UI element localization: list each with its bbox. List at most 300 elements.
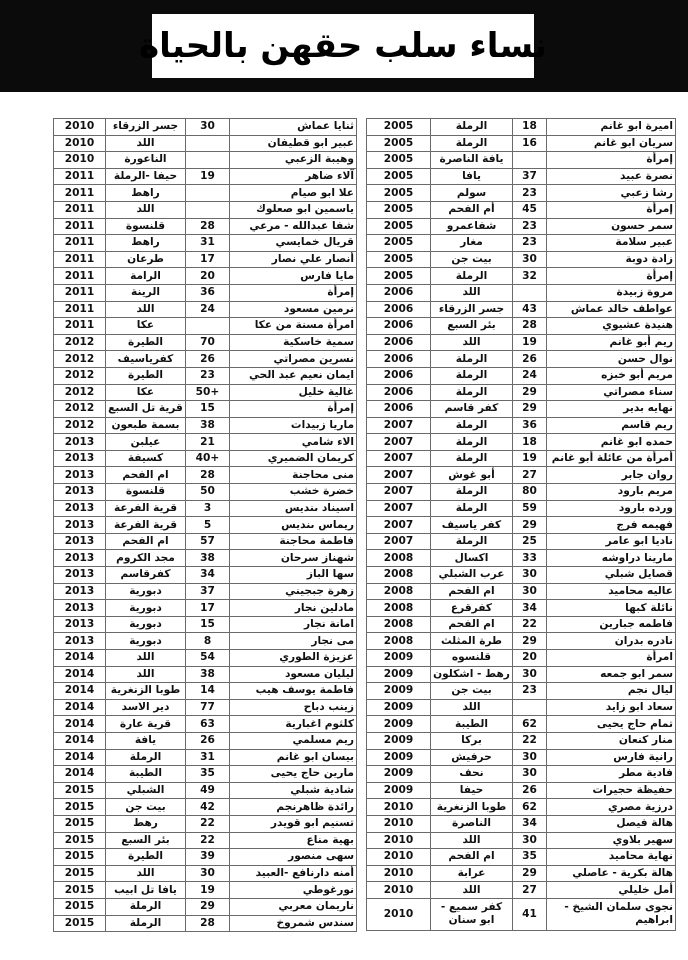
cell-year: 2012 <box>54 367 106 384</box>
table-row <box>367 782 676 799</box>
table-row <box>54 600 357 617</box>
cell-age: 30 <box>513 766 547 783</box>
cell-year: 2008 <box>367 550 431 567</box>
table-row <box>54 367 357 384</box>
cell-age: 62 <box>513 799 547 816</box>
table-row <box>367 351 676 368</box>
cell-age: 26 <box>513 782 547 799</box>
cell-age: 30 <box>513 583 547 600</box>
cell-age: 22 <box>513 616 547 633</box>
table-row <box>367 218 676 235</box>
cell-place: الرملة <box>106 915 186 932</box>
table-row <box>54 417 357 434</box>
cell-place: دبورية <box>106 583 186 600</box>
table-row <box>54 284 357 301</box>
cell-age: 26 <box>513 351 547 368</box>
cell-year: 2014 <box>54 650 106 667</box>
cell-age: 30 <box>513 832 547 849</box>
cell-place: اللد <box>431 832 513 849</box>
cell-name: ورده بارود <box>547 500 676 517</box>
cell-name: هالة فيصل <box>547 815 676 832</box>
cell-name: سهى منصور <box>230 849 357 866</box>
table-row <box>54 318 357 335</box>
cell-name: أمرأة من عائلة أبو غانم <box>547 450 676 467</box>
cell-age: 15 <box>186 401 230 418</box>
cell-name: ياسمين ابو صعلوك <box>230 201 357 218</box>
cell-place: عكا <box>106 384 186 401</box>
cell-place: طوبا الزنغرية <box>106 683 186 700</box>
cell-age: 26 <box>186 732 230 749</box>
cell-name: زهرة جبجيني <box>230 583 357 600</box>
cell-place: الطيرة <box>106 849 186 866</box>
table-row <box>367 567 676 584</box>
cell-name: ماريا زبيدات <box>230 417 357 434</box>
cell-name: الاء شامي <box>230 434 357 451</box>
cell-age: 30 <box>513 567 547 584</box>
cell-place: قرية عارة <box>106 716 186 733</box>
cell-name: زادة دوبة <box>547 251 676 268</box>
cell-place: الرملة <box>431 268 513 285</box>
cell-place: جسر الزرقاء <box>106 119 186 136</box>
cell-age: 34 <box>513 815 547 832</box>
cell-name: ايمان نعيم عبد الحي <box>230 367 357 384</box>
cell-age: +40 <box>186 450 230 467</box>
cell-place: اللد <box>106 666 186 683</box>
cell-place: عيلبن <box>106 434 186 451</box>
cell-year: 2011 <box>54 218 106 235</box>
table-row <box>367 882 676 899</box>
cell-name: هنيدة عشيوي <box>547 318 676 335</box>
cell-age: 70 <box>186 334 230 351</box>
table-row <box>367 185 676 202</box>
cell-age: 54 <box>186 650 230 667</box>
cell-place: الشبلي <box>106 782 186 799</box>
cell-name: حفيظة حجيرات <box>547 782 676 799</box>
table-row <box>54 152 357 169</box>
cell-place: بركا <box>431 732 513 749</box>
cell-age: 35 <box>513 849 547 866</box>
cell-year: 2015 <box>54 882 106 899</box>
cell-place: بئر السبع <box>106 832 186 849</box>
cell-year: 2014 <box>54 683 106 700</box>
cell-year: 2009 <box>367 766 431 783</box>
cell-year: 2013 <box>54 567 106 584</box>
cell-year: 2007 <box>367 434 431 451</box>
cell-age: 3 <box>186 500 230 517</box>
cell-name: نوال حسن <box>547 351 676 368</box>
table-row <box>54 882 357 899</box>
table-row <box>367 251 676 268</box>
cell-name: قريال خمايسي <box>230 235 357 252</box>
cell-year: 2014 <box>54 732 106 749</box>
cell-place: شفاعمرو <box>431 218 513 235</box>
cell-place: كفرقاسم <box>106 567 186 584</box>
cell-name: كريمان الضميري <box>230 450 357 467</box>
table-row <box>367 301 676 318</box>
cell-year: 2006 <box>367 334 431 351</box>
cell-place: كفرقرع <box>431 600 513 617</box>
cell-name: سريان ابو غانم <box>547 135 676 152</box>
cell-name: رانية فارس <box>547 749 676 766</box>
cell-year: 2005 <box>367 135 431 152</box>
cell-place: الرملة <box>431 450 513 467</box>
cell-year: 2007 <box>367 533 431 550</box>
cell-age: 30 <box>513 666 547 683</box>
cell-age: 36 <box>186 284 230 301</box>
cell-place: اللد <box>106 201 186 218</box>
cell-place: حيفا <box>431 782 513 799</box>
cell-year: 2010 <box>54 152 106 169</box>
cell-age <box>186 185 230 202</box>
cell-name: عبير ابو قطيفان <box>230 135 357 152</box>
cell-year: 2013 <box>54 467 106 484</box>
cell-place: قرية الفرعة <box>106 500 186 517</box>
cell-place: أم الفحم <box>431 201 513 218</box>
cell-place: يافة الناصرة <box>431 152 513 169</box>
table-row <box>54 732 357 749</box>
cell-name: آلاء ضاهر <box>230 168 357 185</box>
cell-place: قرية الفرعة <box>106 517 186 534</box>
cell-year: 2007 <box>367 484 431 501</box>
cell-year: 2013 <box>54 583 106 600</box>
cell-year: 2014 <box>54 766 106 783</box>
cell-year: 2009 <box>367 683 431 700</box>
cell-age: 80 <box>513 484 547 501</box>
cell-name: إمرأة <box>230 401 357 418</box>
cell-age: 23 <box>513 235 547 252</box>
table-row <box>54 915 357 932</box>
table-row <box>54 699 357 716</box>
cell-name: بهية مناع <box>230 832 357 849</box>
cell-place: كسيفة <box>106 450 186 467</box>
cell-age <box>186 318 230 335</box>
cell-year: 2013 <box>54 500 106 517</box>
cell-name: قصايل شبلي <box>547 567 676 584</box>
cell-name: فاطمة يوسف هيب <box>230 683 357 700</box>
cell-year: 2010 <box>367 849 431 866</box>
cell-age: 5 <box>186 517 230 534</box>
cell-age: 26 <box>186 351 230 368</box>
cell-name: مروة زبيدة <box>547 284 676 301</box>
cell-place: اللد <box>106 865 186 882</box>
cell-year: 2014 <box>54 749 106 766</box>
cell-age: 23 <box>513 185 547 202</box>
cell-name: امانة نجار <box>230 616 357 633</box>
table-row <box>54 832 357 849</box>
cell-name: مادلين نجار <box>230 600 357 617</box>
cell-name: اسيناد ىنديس <box>230 500 357 517</box>
cell-age: 27 <box>513 467 547 484</box>
cell-place: عكا <box>106 318 186 335</box>
cell-place: الرملة <box>431 135 513 152</box>
table-row <box>367 633 676 650</box>
cell-name: رشا زعبي <box>547 185 676 202</box>
cell-age: 14 <box>186 683 230 700</box>
table-row <box>54 666 357 683</box>
table-row <box>54 500 357 517</box>
cell-place: الطيرة <box>106 367 186 384</box>
cell-age <box>513 284 547 301</box>
cell-place: الرملة <box>431 119 513 136</box>
cell-year: 2007 <box>367 517 431 534</box>
table-row <box>367 815 676 832</box>
cell-year: 2006 <box>367 367 431 384</box>
cell-place: بيت جن <box>431 683 513 700</box>
cell-age: 38 <box>186 550 230 567</box>
table-row <box>367 334 676 351</box>
cell-name: سندس شمروخ <box>230 915 357 932</box>
cell-age: 39 <box>186 849 230 866</box>
cell-place: الطيبة <box>431 716 513 733</box>
cell-age: +50 <box>186 384 230 401</box>
cell-age: 29 <box>186 898 230 915</box>
cell-year: 2009 <box>367 749 431 766</box>
table-row <box>54 185 357 202</box>
cell-name: ناديا ابو عامر <box>547 533 676 550</box>
cell-name: عبير سلامة <box>547 235 676 252</box>
table-row <box>54 401 357 418</box>
cell-age: 28 <box>186 915 230 932</box>
cell-place: سولم <box>431 185 513 202</box>
cell-place: طرة المثلث <box>431 633 513 650</box>
cell-place: بيت جن <box>106 799 186 816</box>
cell-year: 2005 <box>367 218 431 235</box>
table-row <box>54 533 357 550</box>
cell-age <box>513 699 547 716</box>
cell-age: 19 <box>186 168 230 185</box>
table-row <box>54 484 357 501</box>
cell-name: مايا فارس <box>230 268 357 285</box>
table-row <box>367 550 676 567</box>
cell-place: اللد <box>431 699 513 716</box>
cell-name: سعاد ابو زايد <box>547 699 676 716</box>
cell-place: كفر ياسيف <box>431 517 513 534</box>
cell-name: نرمين مسعود <box>230 301 357 318</box>
cell-name: وهيبة الزعبي <box>230 152 357 169</box>
table-row <box>367 517 676 534</box>
cell-age: 45 <box>513 201 547 218</box>
cell-year: 2009 <box>367 732 431 749</box>
cell-name: كلثوم اغبارية <box>230 716 357 733</box>
cell-age: 8 <box>186 633 230 650</box>
cell-place: راهط <box>106 185 186 202</box>
cell-age: 30 <box>513 251 547 268</box>
cell-year: 2011 <box>54 318 106 335</box>
cell-year: 2015 <box>54 849 106 866</box>
cell-year: 2015 <box>54 898 106 915</box>
table-row <box>367 616 676 633</box>
cell-age: 49 <box>186 782 230 799</box>
cell-name: أمنه دارنافع -العبيد <box>230 865 357 882</box>
cell-age: 29 <box>513 401 547 418</box>
cell-name: أمل خليلي <box>547 882 676 899</box>
table-row <box>367 467 676 484</box>
table-row <box>54 749 357 766</box>
cell-year: 2011 <box>54 284 106 301</box>
cell-place: دبورية <box>106 633 186 650</box>
cell-place: الرامة <box>106 268 186 285</box>
table-row <box>367 268 676 285</box>
cell-age: 18 <box>513 434 547 451</box>
cell-year: 2013 <box>54 434 106 451</box>
cell-age: 19 <box>186 882 230 899</box>
cell-name: ريم قاسم <box>547 417 676 434</box>
cell-year: 2013 <box>54 600 106 617</box>
cell-year: 2006 <box>367 318 431 335</box>
cell-year: 2011 <box>54 201 106 218</box>
cell-year: 2011 <box>54 235 106 252</box>
cell-name: عواطف خالد عماش <box>547 301 676 318</box>
table-row <box>54 633 357 650</box>
cell-name: سمية خاسكية <box>230 334 357 351</box>
cell-age <box>513 152 547 169</box>
cell-age: 59 <box>513 500 547 517</box>
cell-age: 23 <box>513 683 547 700</box>
cell-place: أبو غوش <box>431 467 513 484</box>
cell-age: 31 <box>186 235 230 252</box>
cell-name: سمر ابو جمعه <box>547 666 676 683</box>
table-row <box>54 334 357 351</box>
table-row <box>367 168 676 185</box>
cell-name: شهناز سرحان <box>230 550 357 567</box>
cell-place: الناصرة <box>431 815 513 832</box>
cell-age: 34 <box>186 567 230 584</box>
cell-name: عزيزة الطوري <box>230 650 357 667</box>
table-row <box>367 799 676 816</box>
cell-age: 22 <box>186 815 230 832</box>
cell-year: 2011 <box>54 168 106 185</box>
cell-age: 30 <box>186 865 230 882</box>
cell-name: درزية مصري <box>547 799 676 816</box>
cell-year: 2005 <box>367 185 431 202</box>
cell-place: عرابة <box>431 865 513 882</box>
cell-year: 2005 <box>367 152 431 169</box>
cell-year: 2013 <box>54 550 106 567</box>
cell-age: 36 <box>513 417 547 434</box>
cell-year: 2008 <box>367 567 431 584</box>
cell-place: اللد <box>431 882 513 899</box>
table-row <box>367 434 676 451</box>
cell-year: 2011 <box>54 251 106 268</box>
cell-name: مارينا دراوشه <box>547 550 676 567</box>
title-banner <box>0 0 688 92</box>
cell-age <box>186 152 230 169</box>
cell-year: 2008 <box>367 600 431 617</box>
cell-age: 22 <box>186 832 230 849</box>
table-row <box>54 782 357 799</box>
cell-age: 35 <box>186 766 230 783</box>
cell-name: نجوى سلمان الشيخ - ابراهيم <box>547 898 676 930</box>
table-row <box>367 284 676 301</box>
cell-year: 2006 <box>367 384 431 401</box>
page-title: نساء سلب حقهن بالحياة <box>139 26 547 66</box>
cell-year: 2010 <box>367 898 431 930</box>
cell-name: عاليه محاميد <box>547 583 676 600</box>
cell-year: 2005 <box>367 201 431 218</box>
cell-age: 23 <box>186 367 230 384</box>
cell-year: 2009 <box>367 782 431 799</box>
table-row <box>367 367 676 384</box>
table-row <box>367 450 676 467</box>
table-row <box>54 616 357 633</box>
cell-place: نحف <box>431 766 513 783</box>
cell-year: 2015 <box>54 799 106 816</box>
table-row <box>367 401 676 418</box>
cell-name: شادية شبلي <box>230 782 357 799</box>
cell-name: فاطمه جبارين <box>547 616 676 633</box>
cell-place: قلنسوة <box>106 484 186 501</box>
cell-place: الرملة <box>431 500 513 517</box>
right-victims-table <box>366 118 676 931</box>
table-row <box>367 832 676 849</box>
cell-age: 21 <box>186 434 230 451</box>
cell-place: الرملة <box>106 749 186 766</box>
table-row <box>367 152 676 169</box>
table-row <box>54 567 357 584</box>
cell-place: عرب الشبلي <box>431 567 513 584</box>
cell-age: 38 <box>186 666 230 683</box>
cell-name: نهاية محاميد <box>547 849 676 866</box>
cell-year: 2005 <box>367 268 431 285</box>
cell-name: سهير بلاوي <box>547 832 676 849</box>
cell-age: 29 <box>513 865 547 882</box>
cell-place: اكسال <box>431 550 513 567</box>
cell-year: 2005 <box>367 251 431 268</box>
table-row <box>367 533 676 550</box>
table-row <box>54 351 357 368</box>
cell-place: الرملة <box>431 434 513 451</box>
table-row <box>367 699 676 716</box>
cell-name: تسنيم ابو قويدر <box>230 815 357 832</box>
table-row <box>54 119 357 136</box>
table-row <box>367 384 676 401</box>
cell-year: 2007 <box>367 450 431 467</box>
table-row <box>54 251 357 268</box>
cell-year: 2011 <box>54 301 106 318</box>
cell-name: امرأة مسنة من عكا <box>230 318 357 335</box>
cell-name: إمرأة <box>547 152 676 169</box>
cell-year: 2015 <box>54 815 106 832</box>
cell-name: فهيمه فرج <box>547 517 676 534</box>
cell-place: قرية تل السبع <box>106 401 186 418</box>
cell-place: الرملة <box>431 367 513 384</box>
table-row <box>367 898 676 930</box>
cell-name: خضرة خشب <box>230 484 357 501</box>
cell-age: 31 <box>186 749 230 766</box>
table-row <box>367 235 676 252</box>
cell-name: هالة بكرية - عاصلي <box>547 865 676 882</box>
table-row <box>54 517 357 534</box>
cell-year: 2010 <box>367 882 431 899</box>
cell-name: نورغوطي <box>230 882 357 899</box>
cell-year: 2013 <box>54 517 106 534</box>
table-row <box>54 235 357 252</box>
cell-year: 2015 <box>54 865 106 882</box>
cell-year: 2005 <box>367 235 431 252</box>
cell-name: سها الباز <box>230 567 357 584</box>
cell-year: 2008 <box>367 583 431 600</box>
cell-place: حيفا -الرملة <box>106 168 186 185</box>
cell-name: فادية مطر <box>547 766 676 783</box>
cell-year: 2006 <box>367 351 431 368</box>
cell-year: 2007 <box>367 500 431 517</box>
cell-place: الطيبة <box>106 766 186 783</box>
table-row <box>367 732 676 749</box>
table-row <box>54 268 357 285</box>
table-row <box>367 417 676 434</box>
cell-place: الرملة <box>431 384 513 401</box>
cell-age: 16 <box>513 135 547 152</box>
